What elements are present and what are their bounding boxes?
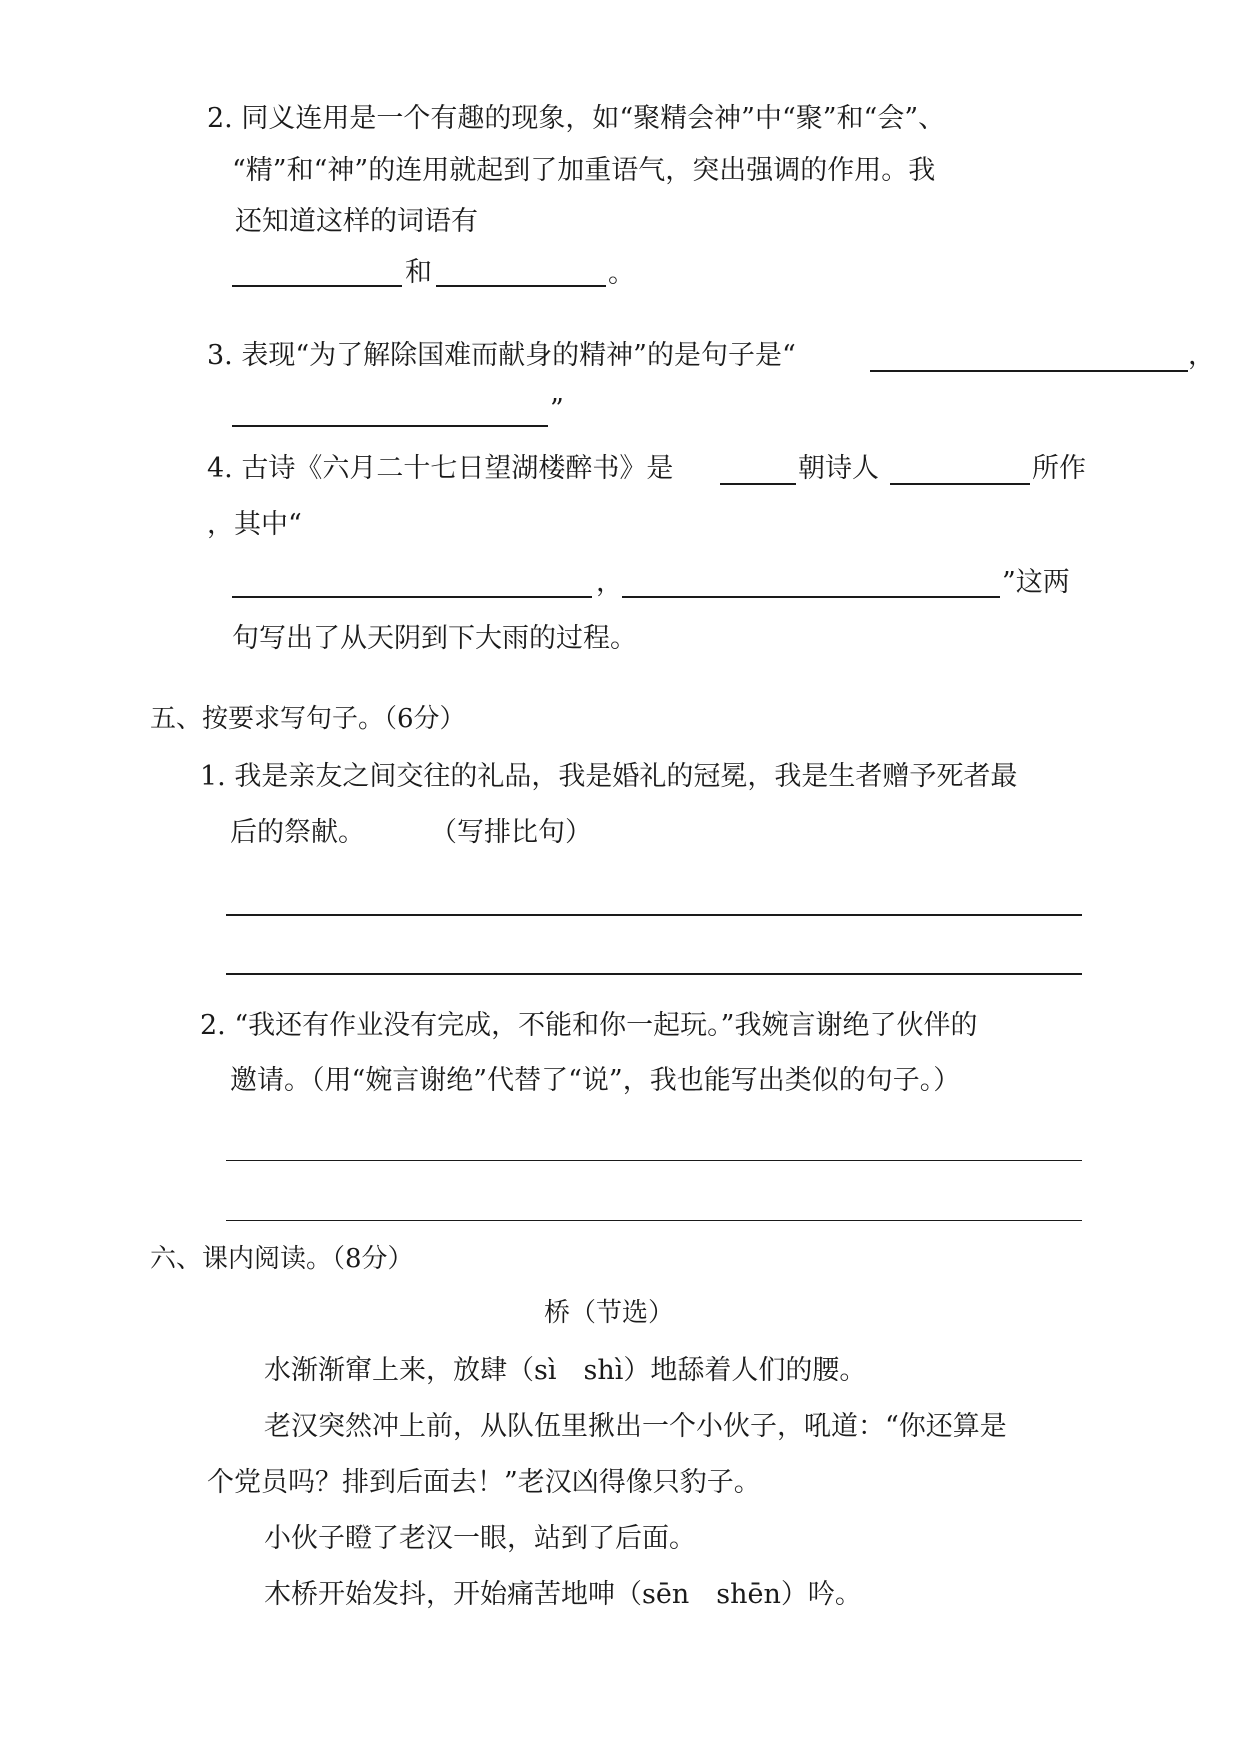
s5-q2-answer-line-2[interactable]	[226, 1220, 1082, 1221]
q4-line1-b: 朝诗人	[798, 453, 879, 484]
q4-verse-blank-2[interactable]	[622, 596, 1000, 598]
passage-paragraph-4: 木桥开始发抖，开始痛苦地呻（sēn shēn）吟。	[264, 1579, 862, 1610]
q2-connector: 和	[405, 257, 432, 288]
s5-q2-line1: 2. “我还有作业没有完成，不能和你一起玩。”我婉言谢绝了伙伴的	[200, 1010, 978, 1041]
q2-line3: 还知道这样的词语有	[235, 206, 478, 237]
section5-score: （6分）	[384, 704, 466, 734]
q2-answer-blank-1[interactable]	[232, 285, 402, 287]
s5-q2-answer-line-1[interactable]	[226, 1160, 1082, 1161]
q4-comma: ，	[596, 567, 623, 598]
section6-score: （8分）	[332, 1244, 414, 1274]
s5-q1-line2: 后的祭献。	[230, 817, 365, 848]
q4-line4: 句写出了从天阴到下大雨的过程。	[232, 623, 637, 654]
q2-end-mark: 。	[608, 258, 635, 289]
section6-heading	[150, 1242, 414, 1276]
section6-heading-text: 六、课内阅读。	[150, 1244, 333, 1274]
passage-title: 桥（节选）	[544, 1298, 675, 1328]
q4-poet-blank[interactable]	[890, 483, 1030, 485]
q4-line2: ，其中“	[207, 509, 302, 540]
q4-line1-c: 所作	[1032, 453, 1086, 484]
s5-q1-line1: 1. 我是亲友之间交往的礼品，我是婚礼的冠冕，我是生者赠予死者最	[200, 761, 1018, 792]
section5-heading-text: 五、按要求写句子。	[150, 704, 385, 734]
s5-q1-instruction: （写排比句）	[430, 817, 592, 848]
q2-line2: “精”和“神”的连用就起到了加重语气，突出强调的作用。我	[232, 155, 936, 186]
s5-q1-answer-line-1[interactable]	[226, 914, 1082, 916]
q3-answer-blank-1[interactable]	[870, 370, 1188, 372]
q4-dynasty-blank[interactable]	[720, 483, 796, 485]
q4-verse-blank-1[interactable]	[232, 596, 592, 598]
s5-q2-line2: 邀请。（用“婉言谢绝”代替了“说”，我也能写出类似的句子。）	[230, 1065, 961, 1096]
q2-answer-blank-2[interactable]	[436, 285, 606, 287]
passage-paragraph-2: 老汉突然冲上前，从队伍里揪出一个小伙子，吼道：“你还算是	[264, 1411, 1007, 1442]
q4-line1-a: 4. 古诗《六月二十七日望湖楼醉书》是	[207, 453, 674, 484]
passage-paragraph-1: 水渐渐窜上来，放肆（sì shì）地舔着人们的腰。	[264, 1355, 867, 1386]
q3-close-quote: ”	[550, 394, 564, 425]
section5-heading	[150, 702, 466, 736]
q3-comma: ，	[1188, 340, 1215, 371]
q2-line1: 2. 同义连用是一个有趣的现象，如“聚精会神”中“聚”和“会”、	[207, 103, 946, 134]
q4-line3-end: ”这两	[1002, 567, 1070, 598]
q3-answer-blank-2[interactable]	[232, 425, 548, 427]
passage-paragraph-3: 小伙子瞪了老汉一眼，站到了后面。	[264, 1523, 696, 1554]
s5-q1-answer-line-2[interactable]	[226, 973, 1082, 975]
passage-paragraph-2-cont: 个党员吗？排到后面去！”老汉凶得像只豹子。	[207, 1467, 761, 1498]
q3-line1: 3. 表现“为了解除国难而献身的精神”的是句子是“	[207, 340, 796, 371]
